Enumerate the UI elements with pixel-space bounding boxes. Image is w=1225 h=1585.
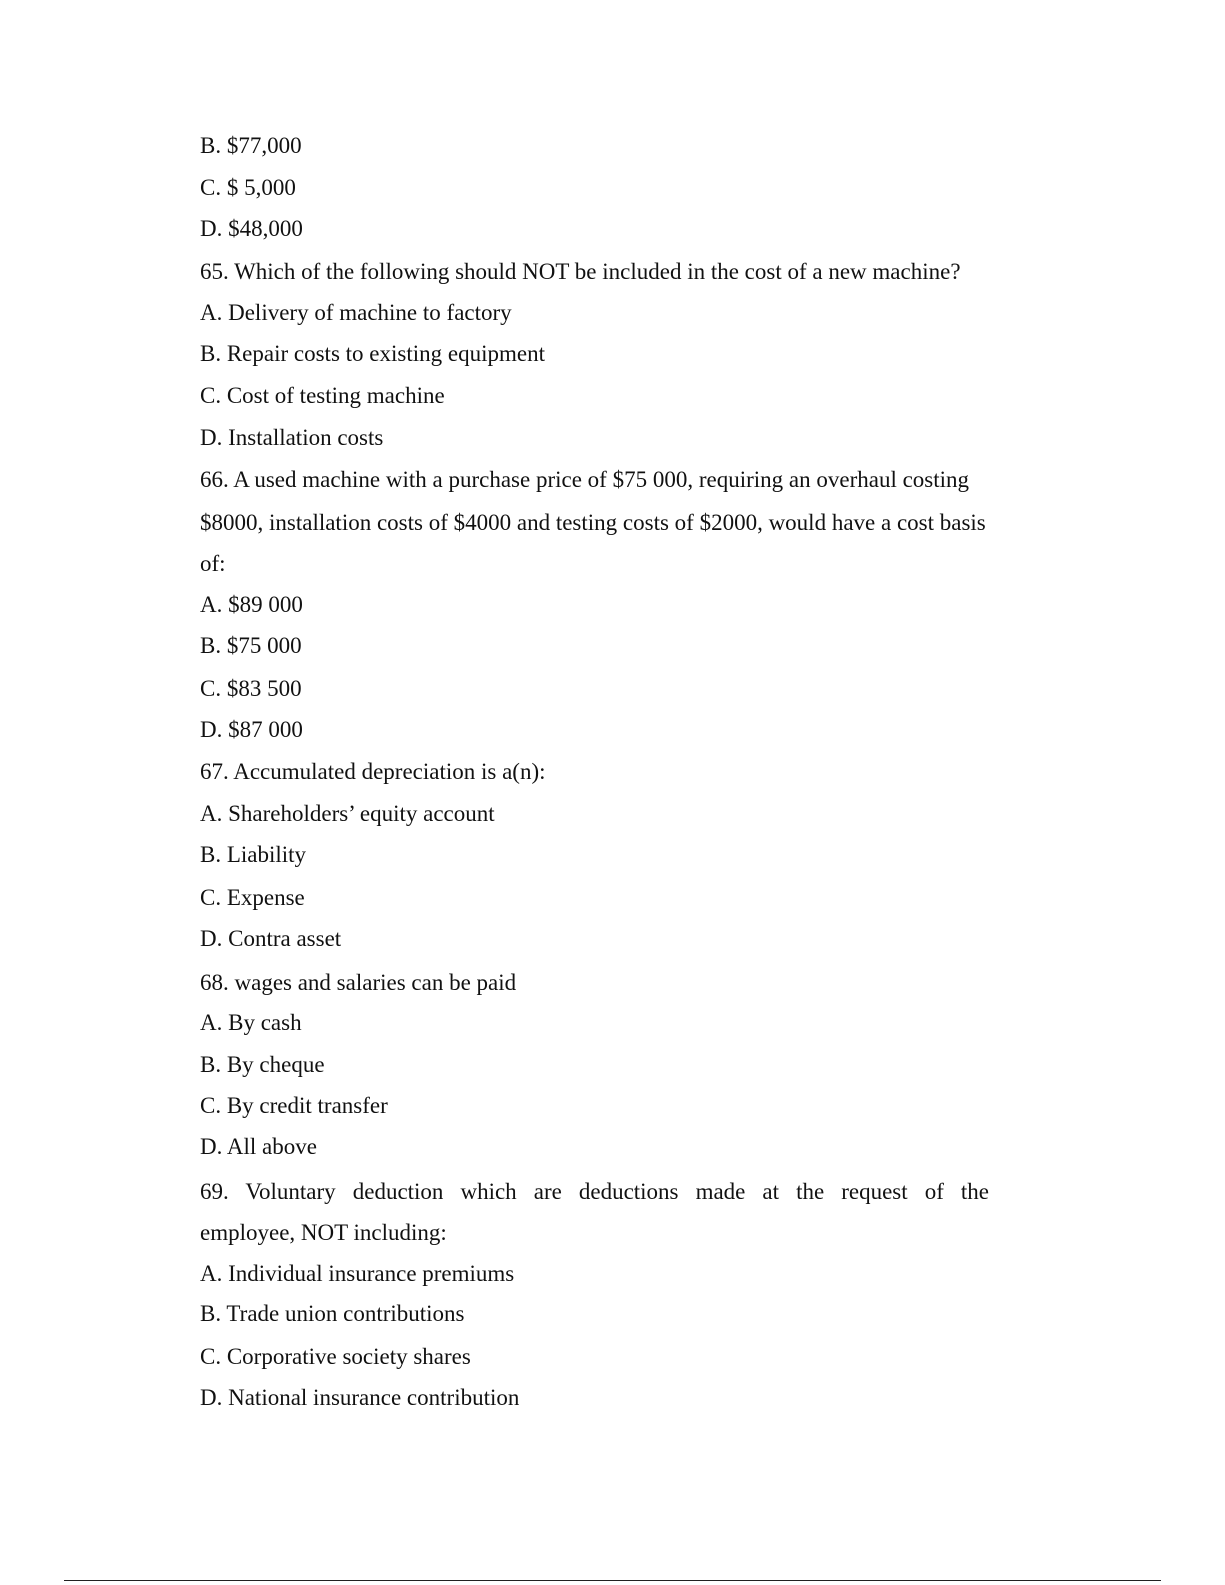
answer-option-b: B. By cheque <box>200 1052 325 1077</box>
question-66-line-1: 66. A used machine with a purchase price of $75 000, requiring an overhaul costing <box>200 467 970 492</box>
page-bottom-divider <box>64 1580 1161 1581</box>
answer-option-c: C. $83 500 <box>200 676 302 701</box>
answer-option-d: D. $87 000 <box>200 717 303 742</box>
answer-option-d: D. All above <box>200 1134 317 1159</box>
answer-option-a: A. Shareholders’ equity account <box>200 801 495 826</box>
question-66-line-2: $8000, installation costs of $4000 and testing costs of $2000, would have a cost basis <box>200 510 986 535</box>
question-69-line-1: 69. Voluntary deduction which are deductions made at the request of the <box>200 1179 989 1204</box>
answer-option-c: C. Corporative society shares <box>200 1344 471 1369</box>
answer-option-b: B. Repair costs to existing equipment <box>200 341 545 366</box>
answer-option-a: A. $89 000 <box>200 592 303 617</box>
question-67: 67. Accumulated depreciation is a(n): <box>200 759 546 784</box>
question-65: 65. Which of the following should NOT be included in the cost of a new machine? <box>200 259 961 284</box>
question-68: 68. wages and salaries can be paid <box>200 970 517 995</box>
answer-option-b: B. $75 000 <box>200 633 302 658</box>
answer-option-d: D. Installation costs <box>200 425 384 450</box>
answer-option-c: C. By credit transfer <box>200 1093 388 1118</box>
answer-option-c: C. $ 5,000 <box>200 175 296 200</box>
answer-option-d: D. Contra asset <box>200 926 342 951</box>
answer-option-d: D. $48,000 <box>200 216 303 241</box>
question-69-line-2: employee, NOT including: <box>200 1220 447 1245</box>
answer-option-a: A. By cash <box>200 1010 302 1035</box>
answer-option-b: B. Trade union contributions <box>200 1301 465 1326</box>
answer-option-a: A. Individual insurance premiums <box>200 1261 515 1286</box>
answer-option-c: C. Expense <box>200 885 305 910</box>
answer-option-c: C. Cost of testing machine <box>200 383 445 408</box>
answer-option-b: B. Liability <box>200 842 307 867</box>
answer-option-a: A. Delivery of machine to factory <box>200 300 512 325</box>
answer-option-b: B. $77,000 <box>200 133 302 158</box>
question-66-line-3: of: <box>200 551 226 576</box>
answer-option-d: D. National insurance contribution <box>200 1385 520 1410</box>
